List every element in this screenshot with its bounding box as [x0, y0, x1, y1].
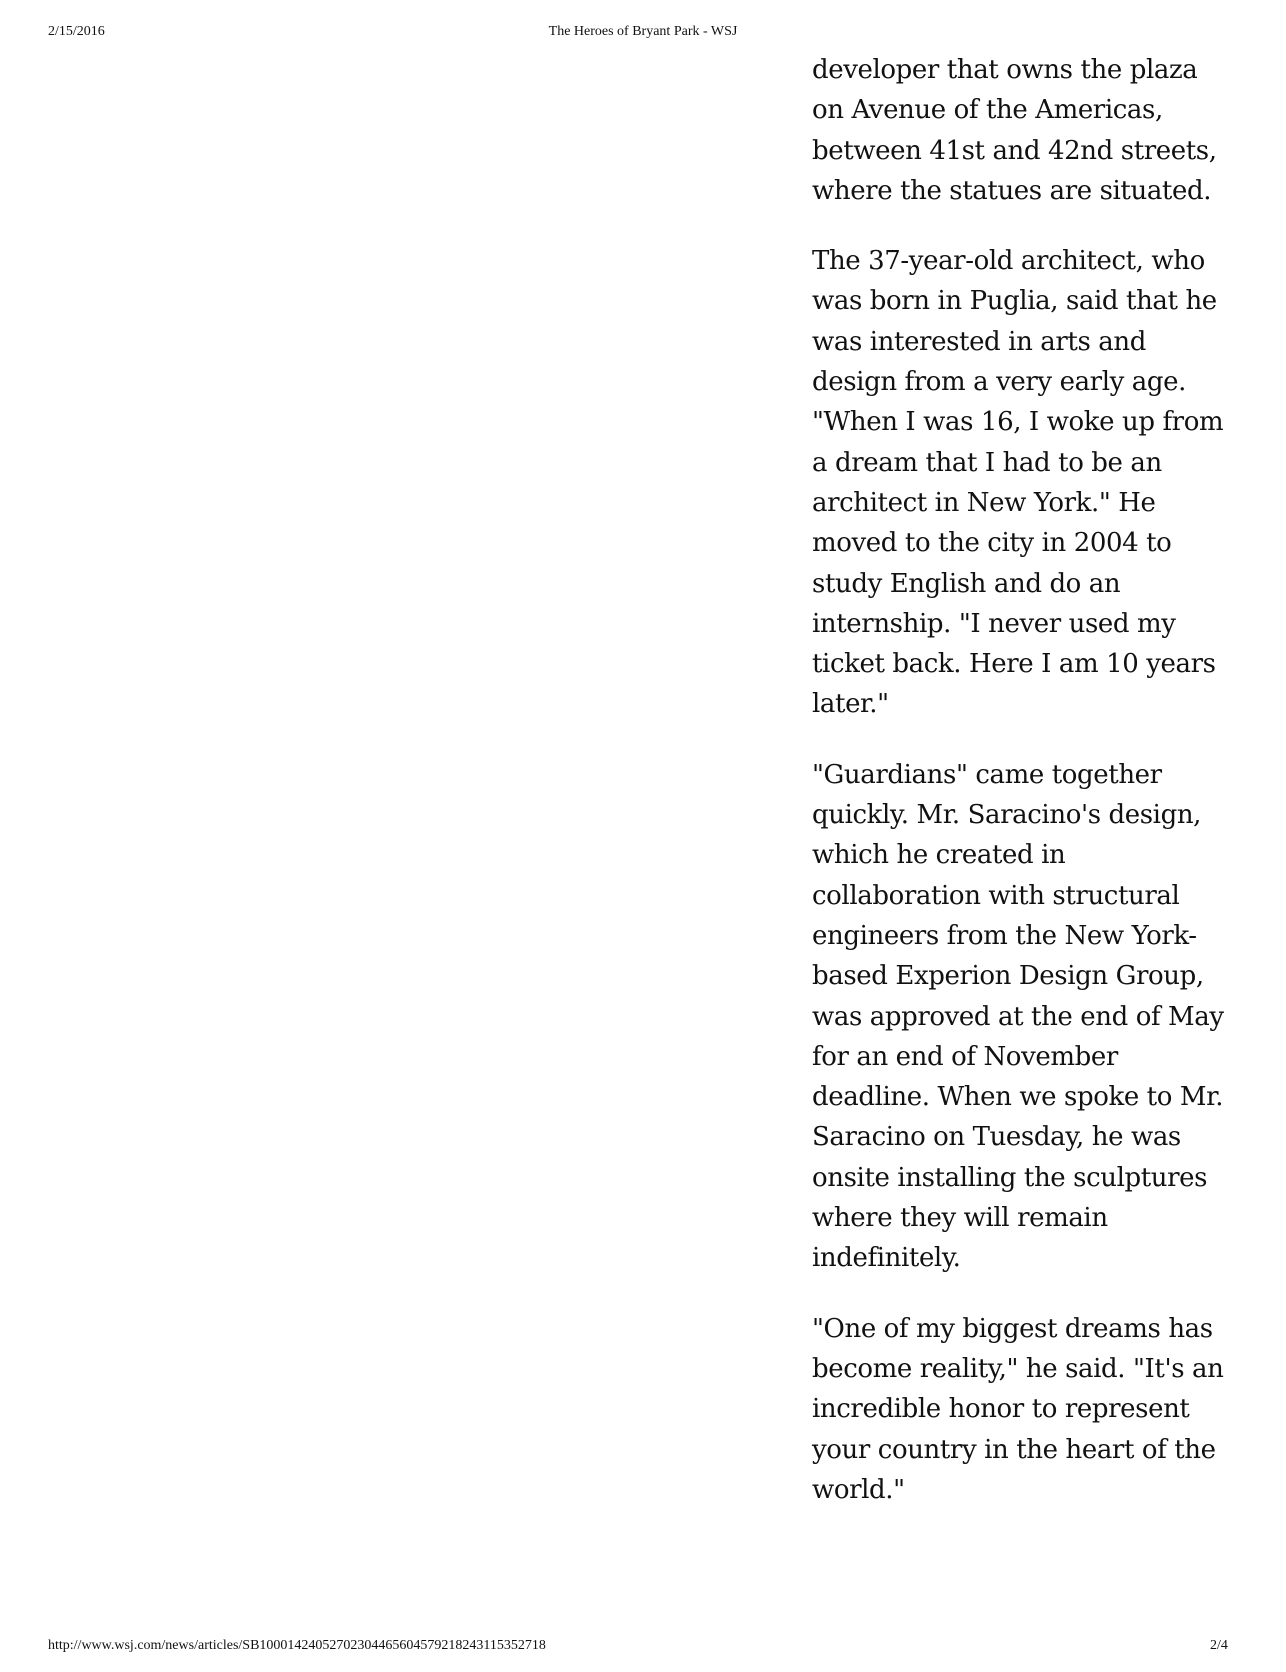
article-paragraph: The 37-year-old architect, who was born in Puglia, said that he was interested in arts and design from a very early age. "When I was 16, I woke up from a dream that I had to be an architect in New York." He moved to the city in 2004 to study English and do an internship. "I never used my ticket back. Here I am 10 years later."	[812, 246, 1224, 720]
print-footer	[0, 1638, 1286, 1658]
article-paragraph: "One of my biggest dreams has become reality," he said. "It's an incredible honor to represent your country in the heart of the world."	[812, 1313, 1224, 1505]
article-paragraph: developer that owns the plaza on Avenue of the Americas, between 41st and 42nd streets, where the statues are situated.	[812, 55, 1217, 206]
article-paragraph: "Guardians" came together quickly. Mr. Saracino's design, which he created in collaboration with structural engineers from the New York-based Experion Design Group, was approved at the end of May for an end of November deadline. When we spoke to Mr. Saracino on Tuesday, he was onsite installing the sculptures where they will remain indefinitely.	[812, 759, 1224, 1274]
page-title: The Heroes of Bryant Park - WSJ	[548, 24, 738, 39]
article-body	[812, 50, 1232, 1540]
page-number: 2/4	[1210, 1638, 1228, 1653]
print-header	[0, 24, 1286, 44]
source-url: http://www.wsj.com/news/articles/SB10001424052702304465604579218243115352718	[48, 1638, 546, 1653]
print-date: 2/15/2016	[48, 24, 105, 39]
